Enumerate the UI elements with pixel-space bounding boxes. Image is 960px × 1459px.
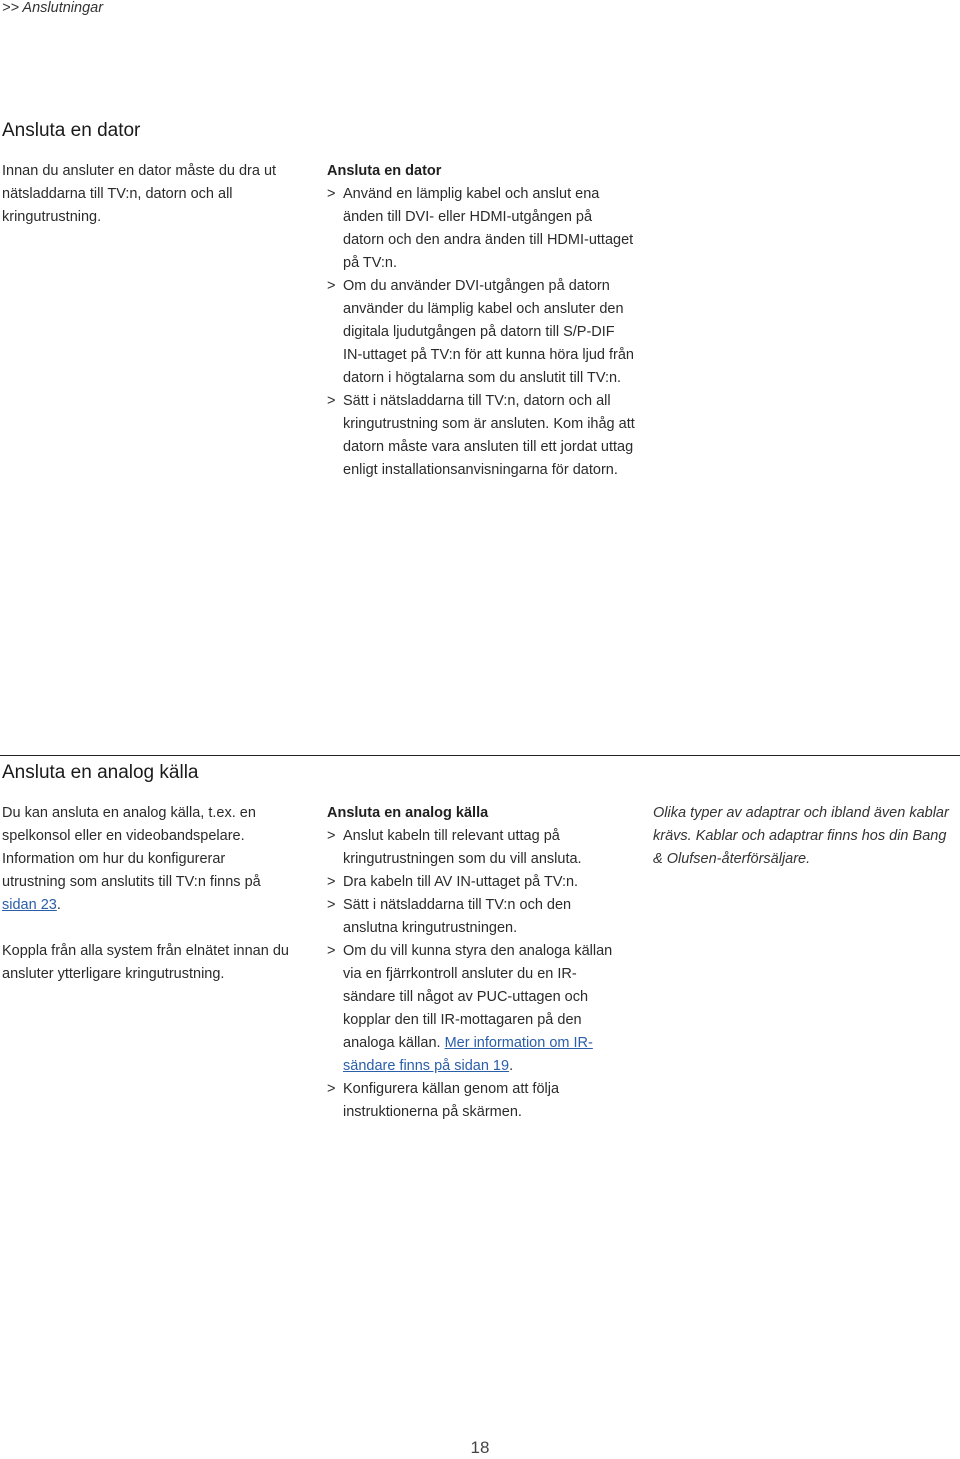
list-item [327,940,622,1078]
link-ir-sandare[interactable]: Mer information om IR-sändare finns på sidan 19 [343,1035,593,1074]
list-item [327,390,637,482]
step-text: Anslut kabeln till relevant uttag på kringutrustningen som du vill ansluta. [343,828,582,867]
list-item [327,894,622,940]
section-heading-dator: Ansluta en dator [2,120,141,141]
step-text: Om du använder DVI-utgången på datorn använder du lämplig kabel och ansluter den digitala ljudutgången på datorn till S/P-DIF IN-uttaget på TV:n för att kunna höra ljud från datorn i högtalarna som du anslutit till TV:n. [343,278,634,386]
dator-intro-column [2,160,294,229]
bullet-marker: > [327,1081,336,1097]
step-text: Sätt i nätsladdarna till TV:n och den anslutna kringutrustningen. [343,897,572,936]
paragraph-spacer [2,917,292,940]
bullet-marker: > [327,943,336,959]
bullet-marker: > [327,393,336,409]
dator-steps-subheading: Ansluta en dator [327,163,442,179]
bullet-marker: > [327,897,336,913]
analog-intro-text [2,802,292,917]
dator-steps-list [327,183,637,482]
analog-steps-subheading: Ansluta en analog källa [327,805,489,821]
dator-steps-column [327,160,637,482]
bullet-marker: > [327,874,336,890]
analog-steps-column [327,802,622,1124]
step-text: Dra kabeln till AV IN-uttaget på TV:n. [343,874,579,890]
bullet-marker: > [327,186,336,202]
list-item [327,275,637,390]
adapter-note: Olika typer av adaptrar och ibland även kablar krävs. Kablar och adaptrar finns hos din Bang & Olufsen-återförsäljare. [653,805,949,867]
link-sidan-23[interactable]: sidan 23 [2,897,57,913]
analog-steps-list [327,825,622,1124]
step-end: . [509,1058,514,1074]
section-heading-analog: Ansluta en analog källa [2,762,199,783]
analog-intro-end: . [56,897,61,913]
step-text: Om du vill kunna styra den analoga källan via en fjärrkontroll ansluter du en IR-sändare till något av PUC-uttagen och kopplar den till IR-mottagaren på den analoga källan. [343,943,613,1051]
step-text: Använd en lämplig kabel och anslut ena änden till DVI- eller HDMI-utgången på datorn och den andra änden till HDMI-uttaget på TV:n. [343,186,634,271]
breadcrumb[interactable]: >> Anslutningar [2,0,104,16]
list-item [327,1078,622,1124]
bullet-marker: > [327,278,336,294]
section-divider [0,755,960,756]
step-text: Sätt i nätsladdarna till TV:n, datorn och all kringutrustning som är ansluten. Kom ihåg att datorn måste vara ansluten till ett jordat uttag enligt installationsanvisningarna för datorn. [343,393,635,478]
list-item [327,871,622,894]
page-number: 18 [470,1438,490,1457]
analog-intro-column [2,802,292,986]
dator-intro-text: Innan du ansluter en dator måste du dra ut nätsladdarna till TV:n, datorn och all kringutrustning. [2,163,277,225]
analog-intro-body: Du kan ansluta en analog källa, t.ex. en spelkonsol eller en videobandspelare. Information om hur du konfigurerar utrustning som anslutits till TV:n finns på [2,805,261,890]
list-item [327,183,637,275]
bullet-marker: > [327,828,336,844]
list-item [327,825,622,871]
analog-note-column [653,802,958,871]
step-text: Konfigurera källan genom att följa instruktionerna på skärmen. [343,1081,560,1120]
analog-warning-text: Koppla från alla system från elnätet innan du ansluter ytterligare kringutrustning. [2,943,289,982]
